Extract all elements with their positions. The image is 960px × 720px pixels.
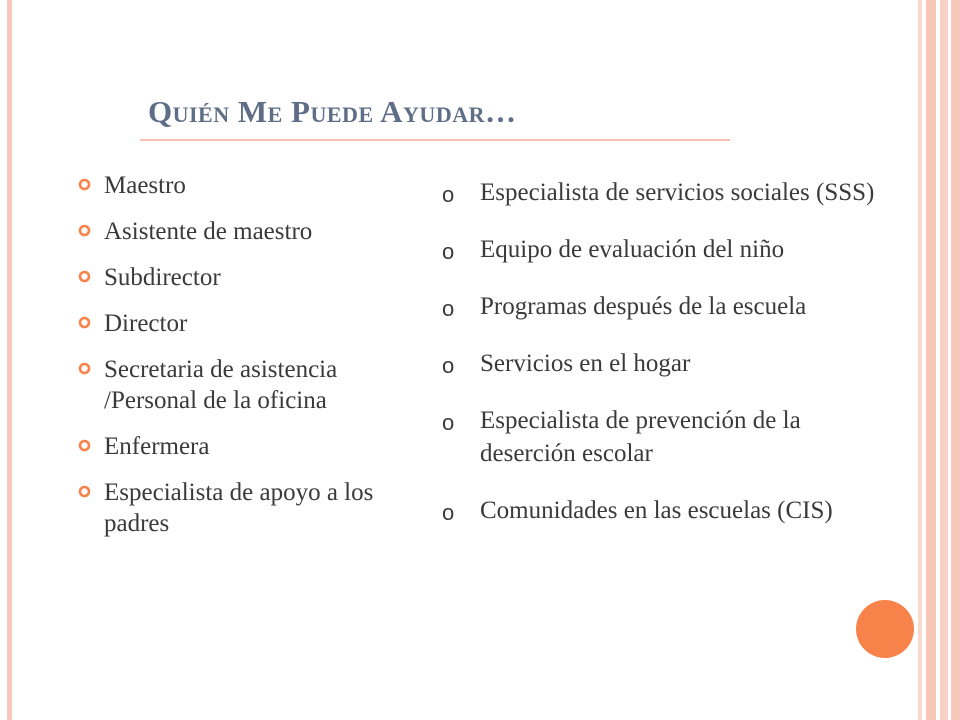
list-item: [76, 262, 406, 293]
list-item-text: Programas después de la escuela: [480, 293, 807, 320]
list-item-text: Equipo de evaluación del niño: [480, 236, 785, 263]
list-item-text: Maestro: [104, 172, 186, 199]
right-frame-stripe: [940, 0, 948, 720]
circle-bullet-icon: [78, 178, 91, 191]
right-frame-stripe: [918, 0, 922, 720]
right-bullet-list: [440, 176, 890, 551]
list-item: [76, 308, 406, 339]
circle-bullet-icon: [78, 316, 91, 329]
o-bullet-icon: o: [442, 410, 455, 435]
list-item: [440, 347, 890, 380]
list-item: [76, 216, 406, 247]
list-item-text: Enfermera: [104, 433, 210, 460]
list-item-text: Asistente de maestro: [104, 218, 313, 245]
title-underline: [140, 139, 730, 141]
right-frame-stripe: [926, 0, 936, 720]
o-bullet-icon: o: [442, 353, 455, 378]
orange-circle-decoration: [856, 600, 914, 658]
left-bullet-list: [76, 170, 406, 554]
left-frame-stripe: [7, 0, 12, 720]
o-bullet-icon: o: [442, 239, 455, 264]
list-item-text: Director: [104, 310, 188, 337]
list-item: [76, 170, 406, 201]
list-item-text: Comunidades en las escuelas (CIS): [480, 497, 833, 524]
list-item-text: Servicios en el hogar: [480, 350, 691, 377]
circle-bullet-icon: [78, 362, 91, 375]
list-item: [440, 494, 890, 527]
list-item: [76, 354, 406, 416]
list-item-text: Secretaria de asistencia /Personal de la oficina: [104, 356, 338, 414]
circle-bullet-icon: [78, 485, 91, 498]
list-item-text: Especialista de apoyo a los padres: [104, 479, 374, 537]
list-item: [440, 233, 890, 266]
list-item: [440, 176, 890, 209]
right-frame-stripe: [951, 0, 960, 720]
circle-bullet-icon: [78, 224, 91, 237]
list-item: [440, 290, 890, 323]
list-item: [76, 477, 406, 539]
list-item: [440, 404, 890, 470]
circle-bullet-icon: [78, 270, 91, 283]
circle-bullet-icon: [78, 439, 91, 452]
list-item: [76, 431, 406, 462]
o-bullet-icon: o: [442, 182, 455, 207]
list-item-text: Especialista de prevención de la deserción escolar: [480, 407, 801, 467]
o-bullet-icon: o: [442, 296, 455, 321]
list-item-text: Subdirector: [104, 264, 221, 291]
slide-title: Quién Me Puede Ayudar…: [148, 94, 517, 129]
list-item-text: Especialista de servicios sociales (SSS): [480, 179, 875, 206]
o-bullet-icon: o: [442, 500, 455, 525]
